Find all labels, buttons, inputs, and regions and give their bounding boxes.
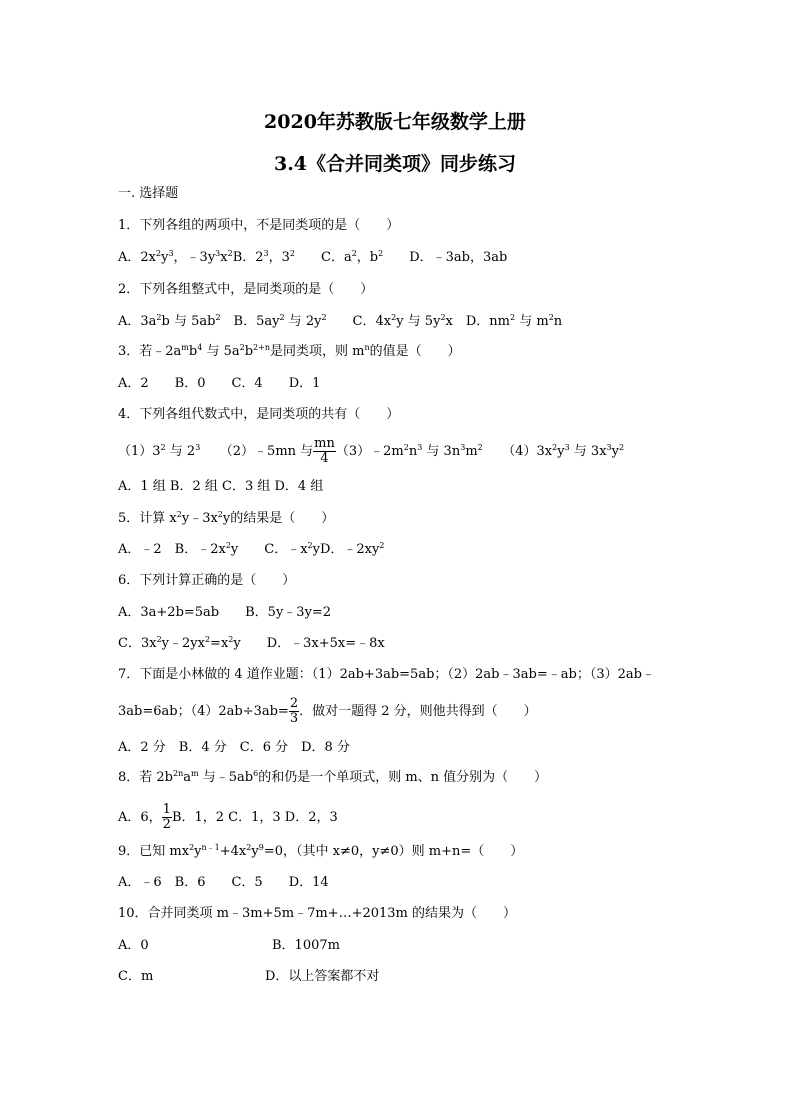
document-subtitle: 3.4《合并同类项》同步练习 [273,153,517,175]
q9-stem: 9．已知 $mx^2y^{n﹣1}+4x^2y^9=0$，（其中 x≠0，y≠0）则 m+n=（ ） [118,843,524,859]
q8-stem: 8．若 $2b^{2n}a^m$ 与$﹣5ab^6$的和仍是一个单项式，则 m、n 值分别为（ ） [118,769,548,785]
q2-stem: 2．下列各组整式中，是同类项的是（ ） [118,282,374,297]
q6-options-row1: A．3a+2b=5ab B．5y﹣3y=2 [118,605,332,620]
q8-fraction: $\frac{1}{2}$ [162,802,171,832]
q6-stem: 6．下列计算正确的是（ ） [118,573,296,588]
q2-options: A．$3a^2b$ 与 $5ab^2$ B．$5ay^2$ 与 $2y^2$ C．$4x^2y$ 与 $5y^2x$ D．$nm^2$ 与 $m^2n$ [118,313,563,329]
q4-fraction: $\frac{mn}{4}$ [314,436,335,466]
q3-options: A．2 B．0 C．4 D．1 [118,376,321,391]
q4-options: A．1 组 B．2 组 C．3 组 D．4 组 [118,479,324,494]
q10-option-c: C．m [118,969,154,984]
q9-options: A．﹣6 B．6 C．5 D．14 [118,875,329,890]
section-heading: 一. 选择题 [118,186,179,201]
q5-stem: 5．计算 $x^2y﹣3x^2y$的结果是（ ） [118,510,335,526]
q8-options: A．6， $\frac{1}{2}$ B．1，2 C．1，3 D．2，3 [118,802,338,832]
q10-options-row2 [118,968,379,986]
q3-stem: 3．若$﹣2a^mb^4$ 与 $5a^2b^{2+n}$是同类项，则 $m^n$的值是（ ） [118,343,461,359]
q10-option-b: B．1007m [272,938,340,953]
q6-options-row2: C．$3x^2y﹣2yx^2=x^2y$ D．﹣3x+5x=﹣8x [118,635,385,651]
q4-groups: $(1)3^2$ 与 $2^3$ （2）﹣5mn 与 $\frac{mn}{4}$ $(3)﹣2m^2n^3$ 与 $3n^3m^2$ $(4)3x^2y^3$ 与 $3x^3y^2$ [118,436,625,466]
q5-options: A．﹣2 B．$﹣2x^2y$ C．$﹣x^2yD$．$﹣2xy^2$ [118,541,385,557]
q10-stem: 10．合并同类项 m﹣3m+5m﹣7m+…+2013m 的结果为（ ） [118,906,517,921]
q7-line2: 3ab=6ab；（4）2ab÷3ab= $\frac{2}{3}$ ．做对一题得 2 分，则他共得到（ ） [118,696,537,726]
q10-option-d: D．以上答案都不对 [265,969,380,984]
q7-line1: 7．下面是小林做的 4 道作业题：（1）2ab+3ab=5ab；（2）2ab﹣3ab=﹣ab；（3）2ab﹣ [118,667,655,682]
q10-option-a: A．0 [118,938,149,953]
q7-options: A．2 分 B．4 分 C．6 分 D．8 分 [118,740,350,755]
q1-stem: 1．下列各组的两项中，不是同类项的是（ ） [118,218,400,233]
q7-fraction: $\frac{2}{3}$ [289,696,299,726]
q1-options: A．$2x^2y^3$，$﹣3y^3x^2B$．$2^3$，$3^2$ C．$a^2$，$b^2$ D．﹣3ab，3ab [118,249,508,265]
q10-options-row1 [118,937,340,955]
q4-stem: 4．下列各组代数式中，是同类项的共有（ ） [118,407,400,422]
document-title: 2020年苏教版七年级数学上册 [264,111,526,133]
